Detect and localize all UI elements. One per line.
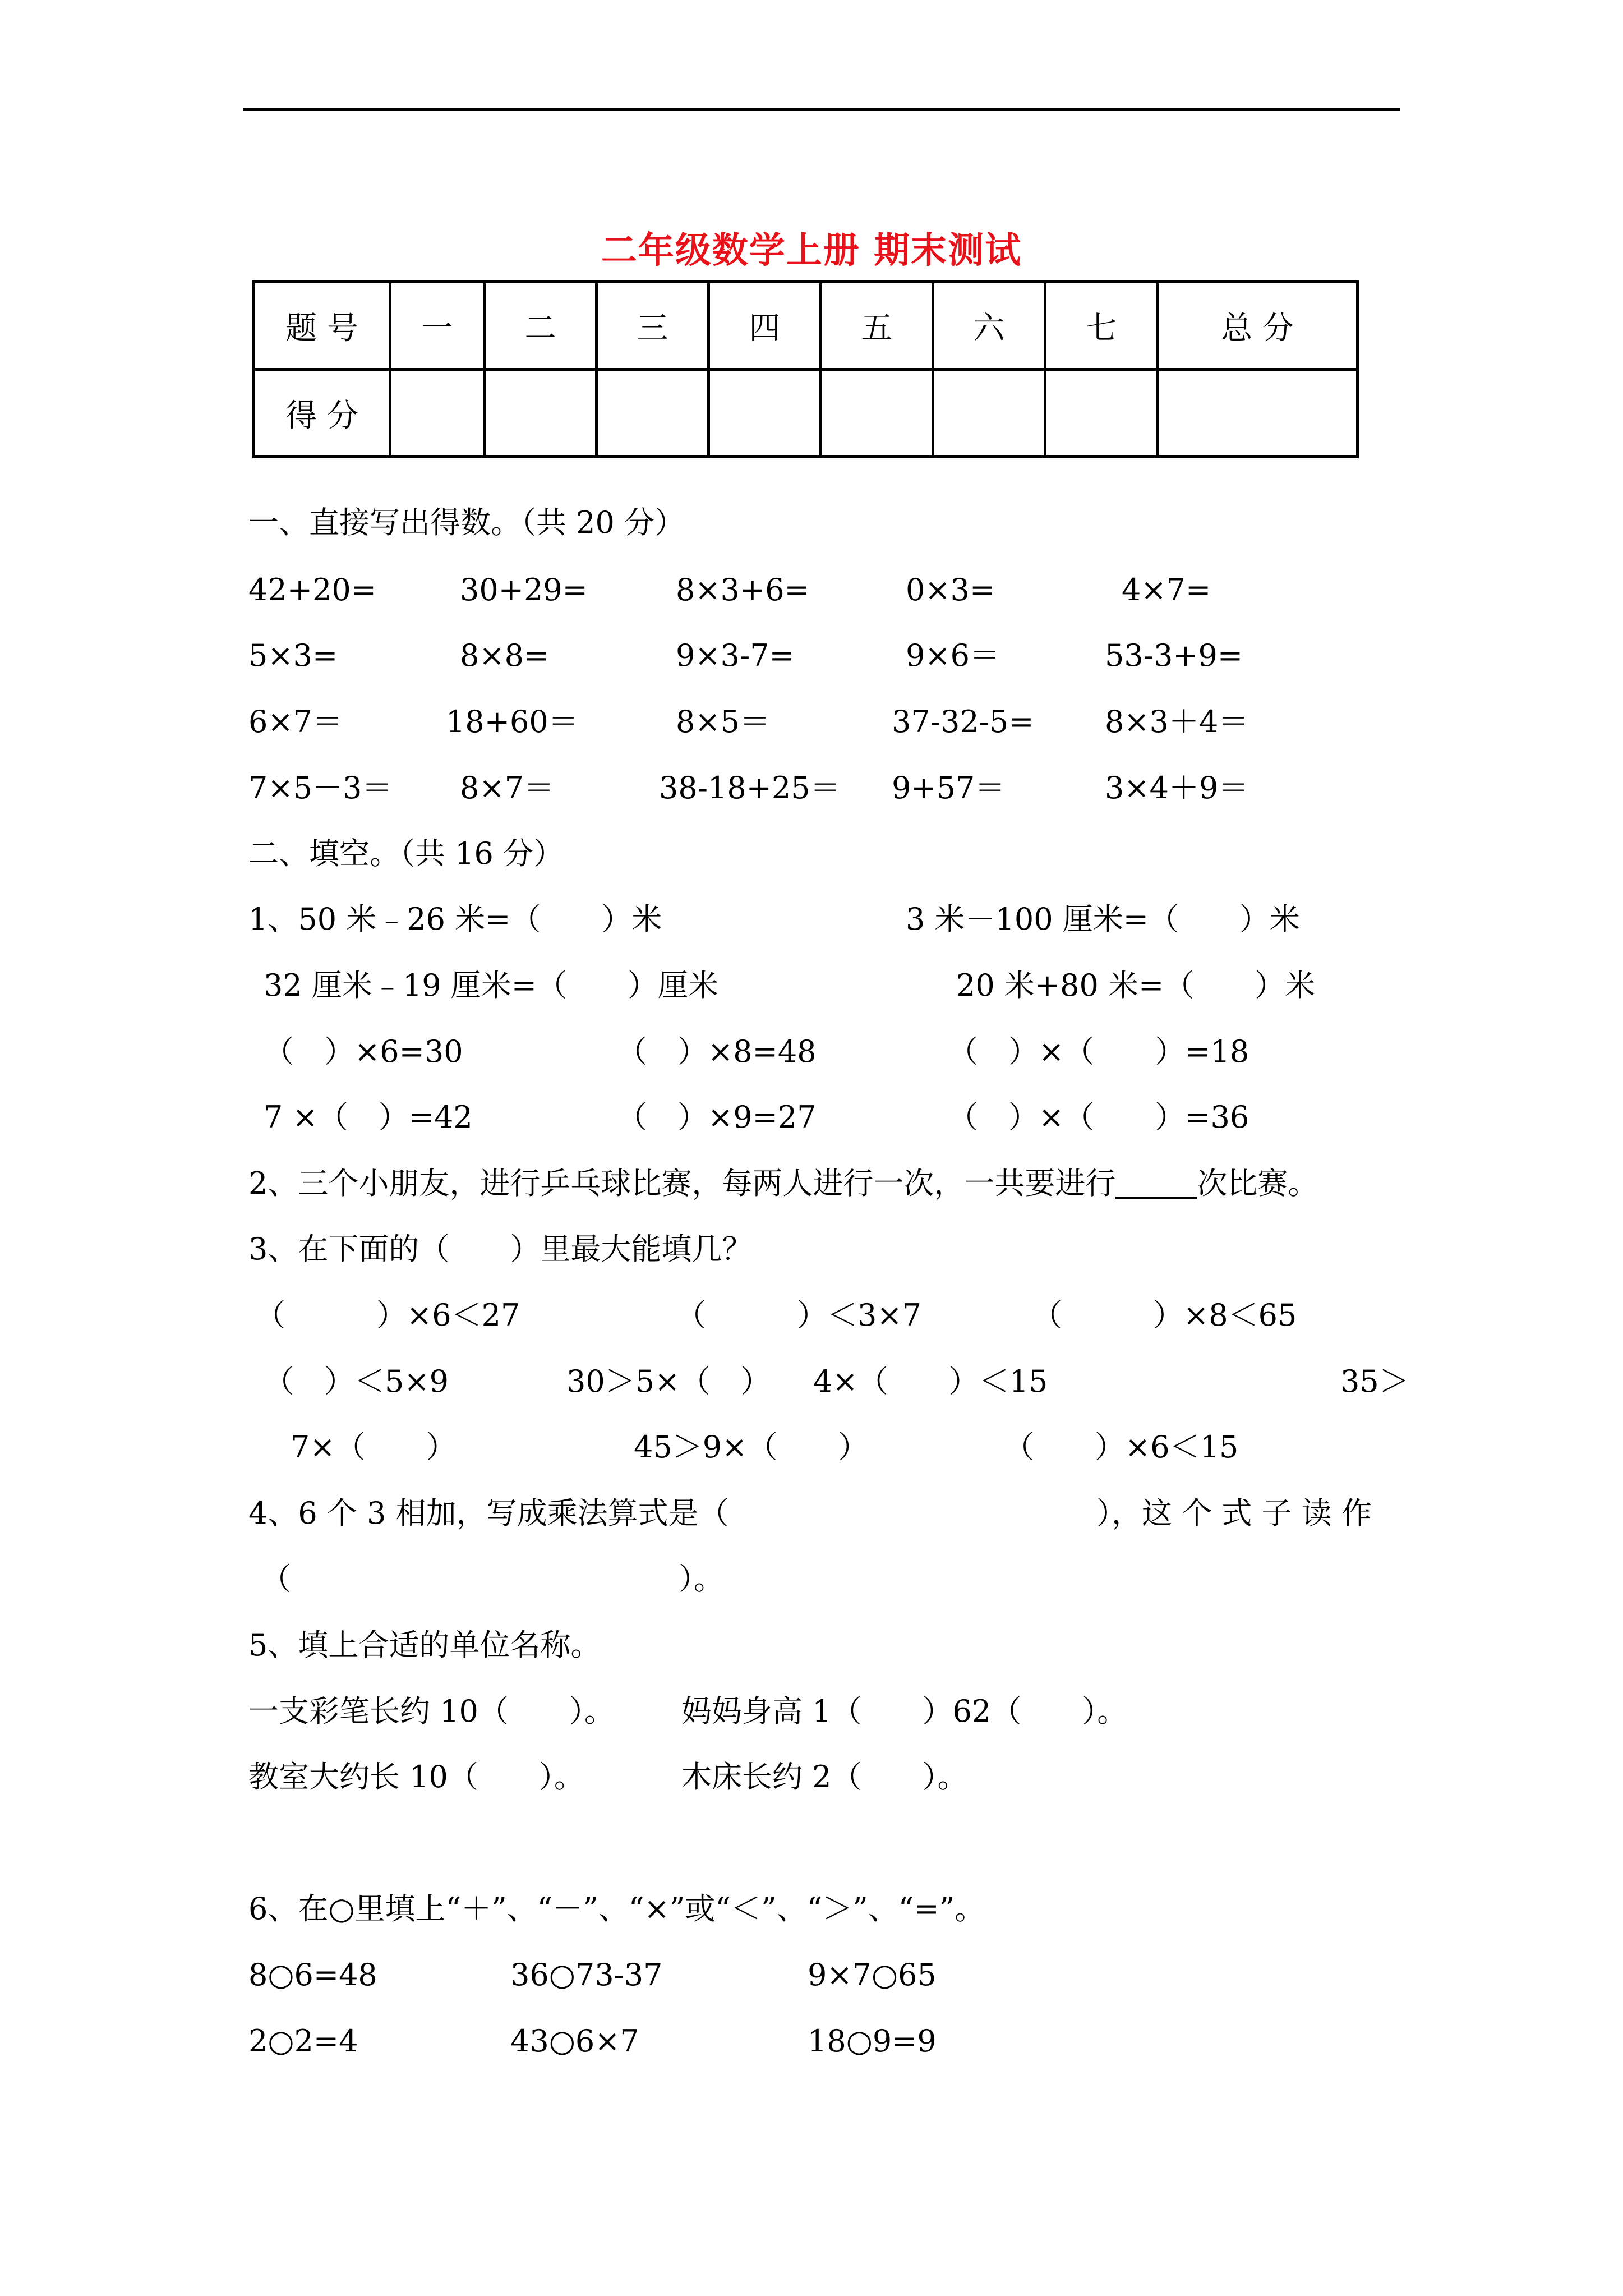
fill-item: 7 ×（ ）=42: [264, 1099, 473, 1135]
fill-item: 35＞: [1340, 1364, 1409, 1399]
header-cell: 一: [390, 282, 485, 370]
fill-item: 45＞9×（ ）: [634, 1429, 869, 1465]
score-cell[interactable]: [821, 370, 933, 457]
page-title: 二年级数学上册 期末测试: [601, 229, 1022, 272]
calc-item: 9×3-7=: [676, 638, 795, 673]
fill-item: （ ）＜3×7: [676, 1297, 921, 1333]
calc-item: 3×4＋9＝: [1105, 770, 1249, 806]
fill-item: 7×（ ）: [291, 1429, 457, 1465]
calc-item: 8×3+6=: [676, 572, 810, 608]
score-cell[interactable]: [390, 370, 485, 457]
score-header-row: [254, 282, 1358, 370]
question-4-part: ）。: [679, 1561, 724, 1596]
header-cell: 题 号: [254, 282, 390, 370]
score-table: [252, 280, 1359, 458]
fill-item: （ ）×6=30: [264, 1034, 463, 1069]
fill-item: （ ）×（ ）=18: [948, 1034, 1249, 1069]
calc-item: 8×5＝: [676, 704, 770, 739]
calc-item: 6×7＝: [248, 704, 343, 739]
question-2-text: 2、三个小朋友，进行乒乓球比赛，每两人进行一次，一共要进行: [248, 1166, 1116, 1201]
score-cell[interactable]: [709, 370, 821, 457]
score-cell[interactable]: [485, 370, 597, 457]
section1-heading: 一、直接写出得数。（共 20 分）: [248, 505, 685, 540]
fill-item: （ ）×8=48: [617, 1034, 817, 1069]
calc-item: 30+29=: [460, 572, 588, 608]
section2-heading: 二、填空。（共 16 分）: [248, 836, 564, 871]
score-cell[interactable]: [933, 370, 1045, 457]
question-5-heading: 5、填上合适的单位名称。: [248, 1627, 601, 1663]
header-cell: 四: [709, 282, 821, 370]
fill-item: 9×7○65: [808, 1957, 937, 1993]
fill-item: 2○2=4: [248, 2023, 358, 2059]
header-cell: 二: [485, 282, 597, 370]
fill-item: 32 厘米﹣19 厘米=（ ）厘米: [264, 968, 719, 1003]
question-4-part: ），这 个 式 子 读 作: [1096, 1496, 1372, 1531]
fill-item: 36○73-37: [510, 1957, 663, 1993]
calc-item: 8×8=: [460, 638, 550, 673]
calc-item: 53-3+9=: [1105, 638, 1243, 673]
score-cell[interactable]: [597, 370, 709, 457]
calc-item: 0×3=: [906, 572, 995, 608]
fill-item: 43○6×7: [510, 2023, 639, 2059]
fill-item: 20 米+80 米=（ ）米: [956, 968, 1316, 1003]
fill-item: （ ）×8＜65: [1032, 1297, 1297, 1333]
fill-item: 18○9=9: [808, 2023, 937, 2059]
calc-item: 5×3=: [248, 638, 338, 673]
fill-item: （ ）×（ ）=36: [948, 1099, 1249, 1135]
score-cell[interactable]: [1045, 370, 1158, 457]
top-rule: [243, 108, 1400, 111]
question-3-heading: 3、在下面的（ ）里最大能填几？: [248, 1231, 753, 1267]
question-4-part: （: [261, 1561, 291, 1596]
fill-item: 3 米－100 厘米=（ ）米: [906, 901, 1301, 937]
calc-item: 8×7＝: [460, 770, 554, 806]
fill-item: 一支彩笔长约 10（ ）。: [248, 1694, 615, 1729]
header-cell: 总 分: [1158, 282, 1358, 370]
question-6-heading: 6、在○里填上“＋”、“－”、“×”或“＜”、“＞”、“=”。: [248, 1891, 985, 1926]
fill-item: 4×（ ）＜15: [813, 1364, 1048, 1399]
score-row: [254, 370, 1358, 457]
calc-item: 9×6＝: [906, 638, 1000, 673]
calc-item: 9+57＝: [892, 770, 1006, 806]
fill-item: 妈妈身高 1（ ）62（ ）。: [681, 1694, 1128, 1729]
calc-item: 8×3＋4＝: [1105, 704, 1249, 739]
calc-item: 18+60＝: [446, 704, 579, 739]
calc-item: 38-18+25＝: [659, 770, 841, 806]
calc-item: 37-32-5=: [892, 704, 1034, 739]
fill-item: （ ）×6＜15: [1004, 1429, 1239, 1465]
calc-item: 7×5－3＝: [248, 770, 393, 806]
calc-item: 4×7=: [1122, 572, 1211, 608]
fill-item: 1、50 米﹣26 米=（ ）米: [248, 901, 662, 937]
question-2-suffix: 次比赛。: [1197, 1166, 1318, 1201]
calc-item: 42+20=: [248, 572, 376, 608]
score-row-label: 得 分: [254, 370, 390, 457]
fill-item: 教室大约长 10（ ）。: [248, 1759, 584, 1795]
header-cell: 六: [933, 282, 1045, 370]
header-cell: 五: [821, 282, 933, 370]
header-cell: 七: [1045, 282, 1158, 370]
question-4-part: 4、6 个 3 相加，写成乘法算式是（: [248, 1496, 729, 1531]
fill-item: 30＞5×（ ）: [566, 1364, 771, 1399]
answer-blank[interactable]: [1115, 1170, 1197, 1199]
fill-item: （ ）×9=27: [617, 1099, 817, 1135]
fill-item: （ ）×6＜27: [255, 1297, 520, 1333]
question-2: [248, 1168, 1318, 1199]
header-cell: 三: [597, 282, 709, 370]
fill-item: （ ）＜5×9: [264, 1364, 449, 1399]
fill-item: 木床长约 2（ ）。: [681, 1759, 968, 1795]
score-cell[interactable]: [1158, 370, 1358, 457]
fill-item: 8○6=48: [248, 1957, 377, 1993]
